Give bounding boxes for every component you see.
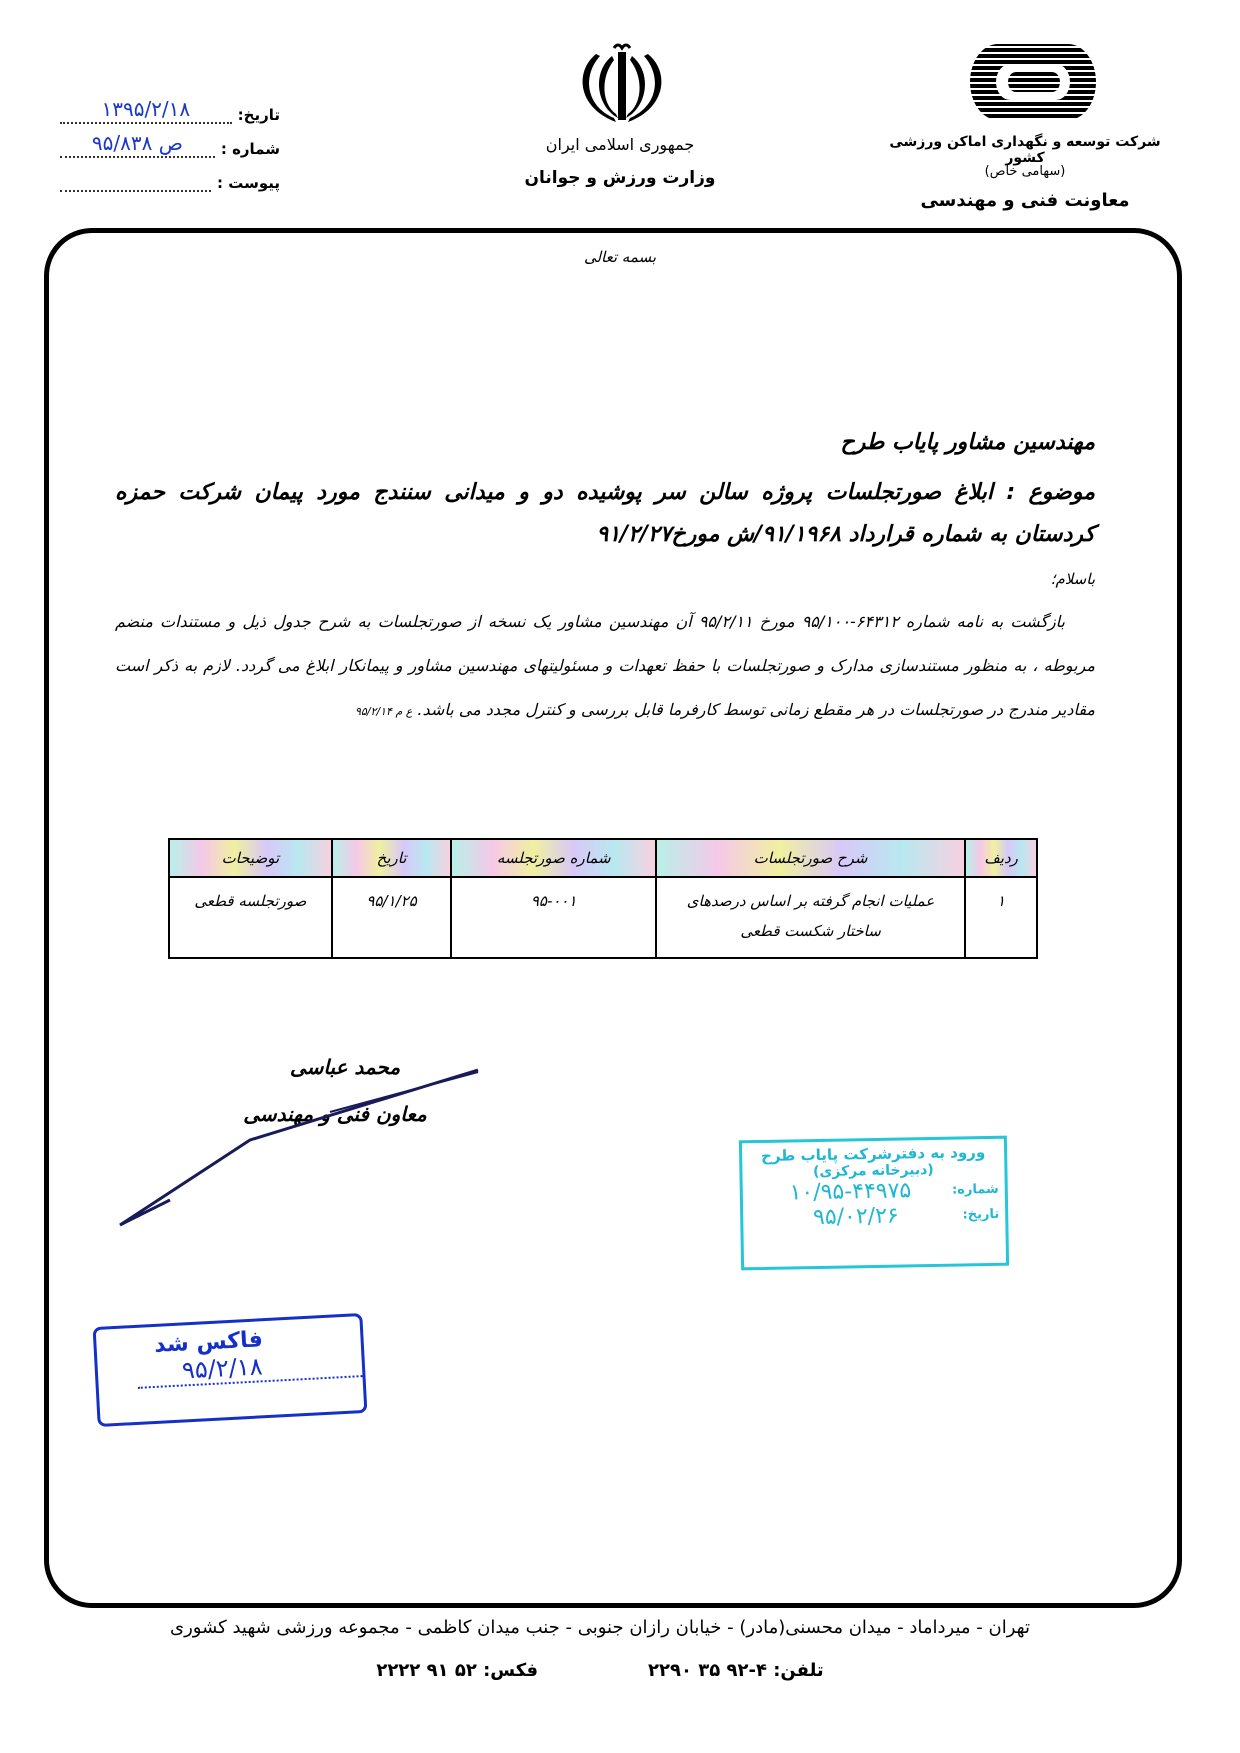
table-header-row <box>169 839 1037 877</box>
received-stamp <box>739 1136 1009 1271</box>
attachment-row <box>60 158 280 192</box>
footer-fax: فکس: ۵۲ ۹۱ ۲۲۲۲ <box>376 1660 538 1681</box>
received-number-value: ۱۰/۹۵-۴۴۹۷۵ <box>789 1178 912 1206</box>
cell-description: عملیات انجام گرفته بر اساس درصدهای ساختار شکست قطعی <box>656 877 965 958</box>
attachment-value <box>60 164 211 192</box>
table-row <box>169 877 1037 958</box>
footer-address: تهران - میرداماد - میدان محسنی(مادر) - خیابان رازان جنوبی - جنب میدان کاظمی - مجموعه ورزشی شهید کشوری <box>170 1617 1030 1638</box>
number-label: شماره : <box>220 140 280 158</box>
fax-stamp <box>93 1313 368 1427</box>
received-number-label: شماره: <box>951 1181 999 1198</box>
header-date: تاریخ <box>332 839 452 877</box>
header-record-number: شماره صورتجلسه <box>451 839 656 877</box>
records-table <box>168 838 1038 959</box>
number-row <box>60 124 280 158</box>
date-label: تاریخ: <box>237 106 280 124</box>
received-date-value: ۹۵/۰۲/۲۶ <box>812 1203 899 1231</box>
company-type: (سهامی خاص) <box>984 164 1066 179</box>
cell-row-no: ۱ <box>965 877 1037 958</box>
fax-stamp-date: ۹۵/۲/۱۸ <box>136 1347 362 1389</box>
subject: موضوع : ابلاغ صورتجلسات پروژه سالن سر پوشیده دو و میدانی سنندج مورد پیمان شرکت حمزه کردستان به شماره قرارداد ۹۱/۱۹۶۸/ش مورخ۹۱/۲/۲۷ <box>115 480 1095 547</box>
greeting: باسلام؛ <box>1050 570 1095 588</box>
company-logo-icon <box>968 42 1098 122</box>
received-date-row <box>743 1202 1005 1232</box>
footer-contacts <box>300 1660 900 1681</box>
received-stamp-title: ورود به دفترشرکت پایاب طرح <box>760 1143 986 1165</box>
recipient: مهندسین مشاور پایاب طرح <box>840 430 1095 455</box>
company-name: شرکت توسعه و نگهداری اماکن ورزشی کشور <box>889 134 1161 166</box>
republic-title: جمهوری اسلامی ایران <box>545 135 695 154</box>
header-row-no: ردیف <box>965 839 1037 877</box>
date-value: ۱۳۹۵/۲/۱۸ <box>60 96 232 124</box>
letter-meta <box>60 90 280 192</box>
cell-date: ۹۵/۱/۲۵ <box>332 877 452 958</box>
cell-notes: صورتجلسه قطعی <box>169 877 332 958</box>
attachment-label: پیوست : <box>216 174 280 192</box>
body-text: بازگشت به نامه شماره ۶۴۳۱۲-۹۵/۱۰۰ مورخ ۹۵/۲/۱۱ آن مهندسین مشاور یک نسخه از صورتجلسات به شرح جدول ذیل و مستندات منضم مربوطه ، به منظور مستندسازی مدارک و صورتجلسات با حفظ تعهدات و مسئولیتهای مهندسین مشاور و پیمانکار ابلاغ می گردد. لازم به ذکر است مقادیر مندرج در صورتجلسات در هر مقطع زمانی توسط کارفرما قابل بررسی و کنترل مجدد می باشد. <box>115 612 1095 719</box>
header-notes: توضیحات <box>169 839 332 877</box>
handwritten-signature-icon <box>100 1050 500 1230</box>
footer-phone: تلفن: ۴-۹۲ ۳۵ ۲۲۹۰ <box>647 1660 824 1681</box>
ministry-title: وزارت ورزش و جوانان <box>524 168 716 188</box>
header-description: شرح صورتجلسات <box>656 839 965 877</box>
signer-title: معاون فنی و مهندسی <box>243 1102 427 1126</box>
number-value: ۹۵/۸۳۸ ص <box>60 130 215 158</box>
signer-name: محمد عباسی <box>289 1055 401 1079</box>
letter-body <box>115 600 1095 734</box>
department-name: معاونت فنی و مهندسی <box>920 190 1130 211</box>
received-stamp-subtitle: (دبیرخانه مرکزی) <box>812 1161 934 1181</box>
cell-record-number: ۹۵-۰۰۱ <box>451 877 656 958</box>
received-date-label: تاریخ: <box>962 1206 1000 1223</box>
date-row <box>60 90 280 124</box>
typist-note: ع م ۹۵/۲/۱۴ <box>355 705 413 718</box>
iran-emblem-icon <box>572 42 672 132</box>
fax-stamp-title: فاکس شد <box>153 1327 264 1358</box>
invocation: بسمه تعالی <box>583 248 657 266</box>
